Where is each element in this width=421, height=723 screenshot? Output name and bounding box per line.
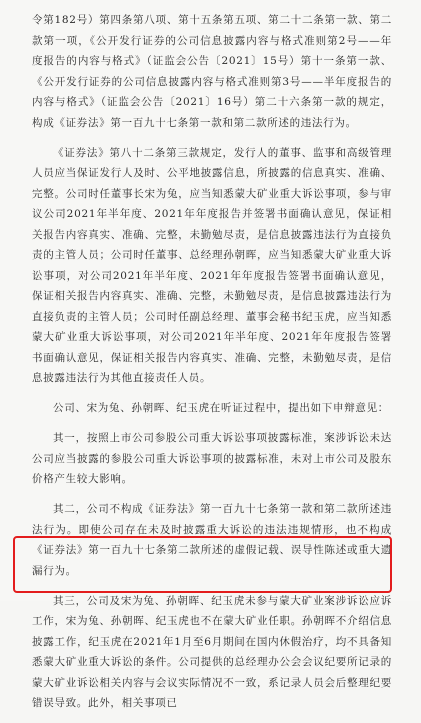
- paragraph-responsibility: 《证券法》第八十二条第三款规定，发行人的董事、监事和高级管理人员应当保证发行人及时、公平地披露信息，所披露的信息真实、准确、完整。公司时任董事长宋为兔，应当知悉蒙大矿业重大诉讼事项，参与审议公司2021年半年度、2021年年度报告并签署书面确认意见，保证相关报告内容真实、准确、完整，未勤勉尽责，是信息披露违法行为直接负责的主管人员；公司时任董事、总经理孙朝晖，应当知悉蒙大矿业重大诉讼事项，对公司2021年半年度、2021年年度报告签署书面确认意见，保证相关报告内容真实、准确、完整，未勤勉尽责，是信息披露违法行为直接负责的主管人员；公司时任副总经理、董事会秘书纪玉虎，应当知悉蒙大矿业重大诉讼事项，对公司2021年半年度、2021年年度报告签署书面确认意见，保证相关报告内容真实、准确、完整，未勤勉尽责，是信息披露违法行为其他直接责任人员。: [32, 146, 392, 384]
- paragraph-defense-three: 其三，公司及宋为兔、孙朝晖、纪玉虎未参与蒙大矿业案涉诉讼应诉工作，宋为兔、孙朝晖、纪玉虎也不在蒙大矿业任职。孙朝晖不介绍信息披露工作，纪玉虎在2021年1月至6月期间在国内休假治疗，均不具备知悉蒙大矿业重大诉讼的条件。公司提供的总经理办公会会议纪要所记录的蒙大矿业诉讼相关内容与会议实际情况不一致，系记录人员会后整理纪要错误导致。此外，相关事项已: [32, 594, 392, 709]
- paragraph-legal-basis: 令第182号）第四条第八项、第十五条第五项、第二十二条第一款、第二款第一项，《公开发行证券的公司信息披露内容与格式准则第2号——年度报告的内容与格式》（证监会公告〔2021〕15号）第十一条第一款、《公开发行证券的公司信息披露内容与格式准则第3号——半年度报告的内容与格式》（证监会公告〔2021〕16号）第二十六条第一款的规定，构成《证券法》第一百九十七条第一款和第二款所述的违法行为。: [32, 14, 392, 129]
- paragraph-defense-one: 其一，按照上市公司参股公司重大诉讼事项披露标准，案涉诉讼未达公司应当披露的参股公司重大诉讼事项的披露标准，未对上市公司及股东价格产生较大影响。: [32, 432, 392, 485]
- paragraph-defense-intro: 公司、宋为兔、孙朝晖、纪玉虎在听证过程中，提出如下申辩意见：: [53, 402, 389, 414]
- paragraph-defense-two: 其二，公司不构成《证券法》第一百九十七条第一款和第二款所述违法行为。即使公司存在未及时披露重大诉讼的违法违规情形，也不构成《证券法》第一百九十七条第二款所述的虚假记载、误导性陈述或重大遗漏行为。: [32, 503, 392, 577]
- document-body: [32, 10, 392, 723]
